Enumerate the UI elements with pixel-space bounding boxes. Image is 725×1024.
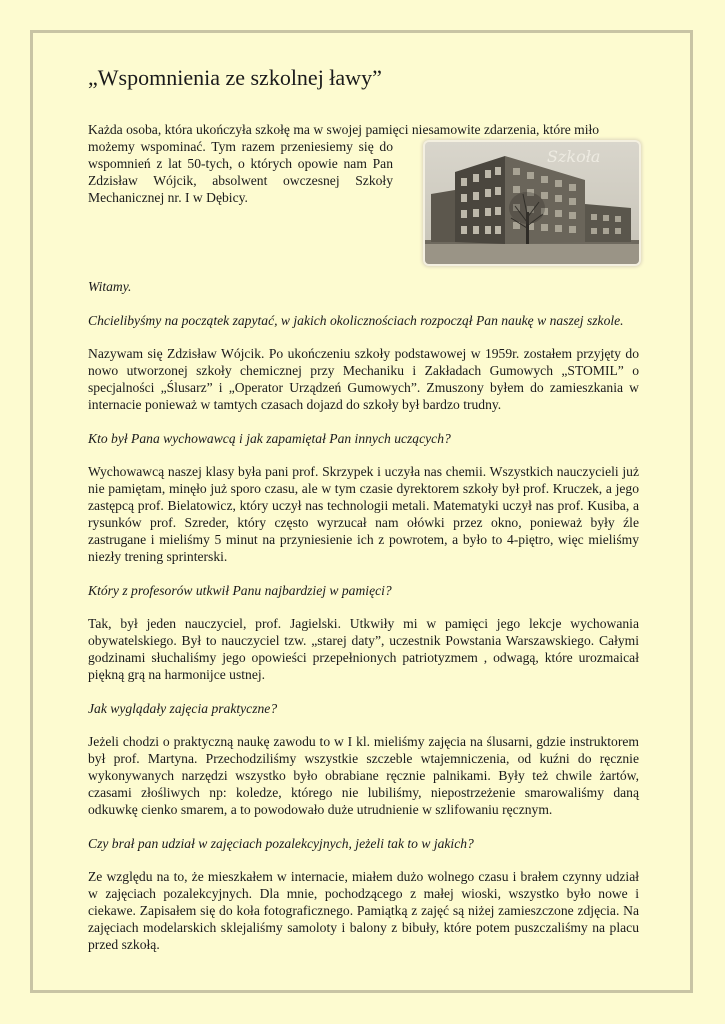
question-2: Kto był Pana wychowawcą i jak zapamiętał Pan innych uczących? [88, 430, 451, 446]
answer-1: Nazywam się Zdzisław Wójcik. Po ukończeniu szkoły podstawowej w 1959r. zostałem przyjęty do nowo utworzonej szkoły chemicznej przy Mechaniku i Zakładach Gumowych „STOMIL” o specjalności „Ślusarz” i „Operator Urządzeń Gumowych”. Zmuszony byłem do zamieszkania w internacie ponieważ w tamtych czasach dojazd do szkoły był bardzo trudny. [88, 346, 639, 412]
intro-first-line: Każda osoba, która ukończyła szkołę ma w swojej pamięci niesamowite zdarzenia, które miło [88, 122, 600, 137]
article-title: „Wspomnienia ze szkolnej ławy” [88, 65, 382, 90]
question-3: Który z profesorów utkwił Panu najbardziej w pamięci? [88, 582, 392, 598]
question-4: Jak wyglądały zajęcia praktyczne? [88, 700, 278, 716]
answer-4: Jeżeli chodzi o praktyczną naukę zawodu to w I kl. mieliśmy zajęcia na ślusarni, gdzie instruktorem był prof. Martyna. Przechodziliśmy wszystkie szczeble wtajemniczenia, od kuźni do ręcznie wykonywanych narzędzi wszystko było obrabiane ręcznie palnikami. Były też chwile żartów, czasami złośliwych np: koledze, którego nie lubiliśmy, niepostrzeżenie smarowaliśmy daną odkuwkę cienko smarem, a to powodowało duże utrudnienie w szlifowaniu ręcznym. [88, 734, 639, 817]
school-photo [425, 142, 639, 264]
answer-3: Tak, był jeden nauczyciel, prof. Jagielski. Utkwiły mi w pamięci jego lekcje wychowania obywatelskiego. Był to nauczyciel tzw. „starej daty”, uczestnik Powstania Warszawskiego. Całymi godzinami słuchaliśmy jego opowieści przepełnionych patriotyzmem , odwagą, które urozmaicał piękną grą na harmonijce ustnej. [88, 616, 639, 682]
greeting: Witamy. [88, 279, 132, 294]
intro-rest: możemy wspominać. Tym razem przeniesiemy się do wspomnień z lat 50-tych, o których opowie nam Pan Zdzisław Wójcik, absolwent owczesnej Szkoły Mechanicznej nr. I w Dębicy. [88, 139, 393, 205]
school-building-image [425, 142, 639, 264]
answer-2: Wychowawcą naszej klasy była pani prof. Skrzypek i uczyła nas chemii. Wszystkich nauczycieli już nie pamiętam, minęło już sporo czasu, ale w tym czasie dyrektorem szkoły był prof. Kruczek, a jego zastępcą prof. Bielatowicz, który uczył nas technologii metali. Matematyki uczył nas prof. Kusiba, a rysunków prof. Szreder, który często wyrzucał nam ołówki przez okno, ponieważ były źle zastrugane i mieliśmy 5 minut na przyniesienie ich z powrotem, a było to 4-piętro, więc mieliśmy niezły trening sprinterski. [88, 464, 639, 564]
photo-caption: Szkoła [547, 147, 601, 166]
question-1: Chcielibyśmy na początek zapytać, w jakich okolicznościach rozpoczął Pan naukę w naszej szkole. [88, 312, 624, 328]
answer-5: Ze względu na to, że mieszkałem w internacie, miałem dużo wolnego czasu i brałem czynny udział w zajęciach pozalekcyjnych. Dla mnie, pochodzącego z małej wioski, wszystko było nowe i ciekawe. Zapisałem się do koła fotograficznego. Pamiątką z zajęć są niżej zamieszczone zdjęcia. Na zajęciach modelarskich sklejaliśmy samoloty i balony z bibuły, które potem puszczaliśmy na placu przed szkołą. [88, 869, 639, 952]
article [88, 64, 639, 953]
question-5: Czy brał pan udział w zajęciach pozalekcyjnych, jeżeli tak to w jakich? [88, 835, 474, 851]
